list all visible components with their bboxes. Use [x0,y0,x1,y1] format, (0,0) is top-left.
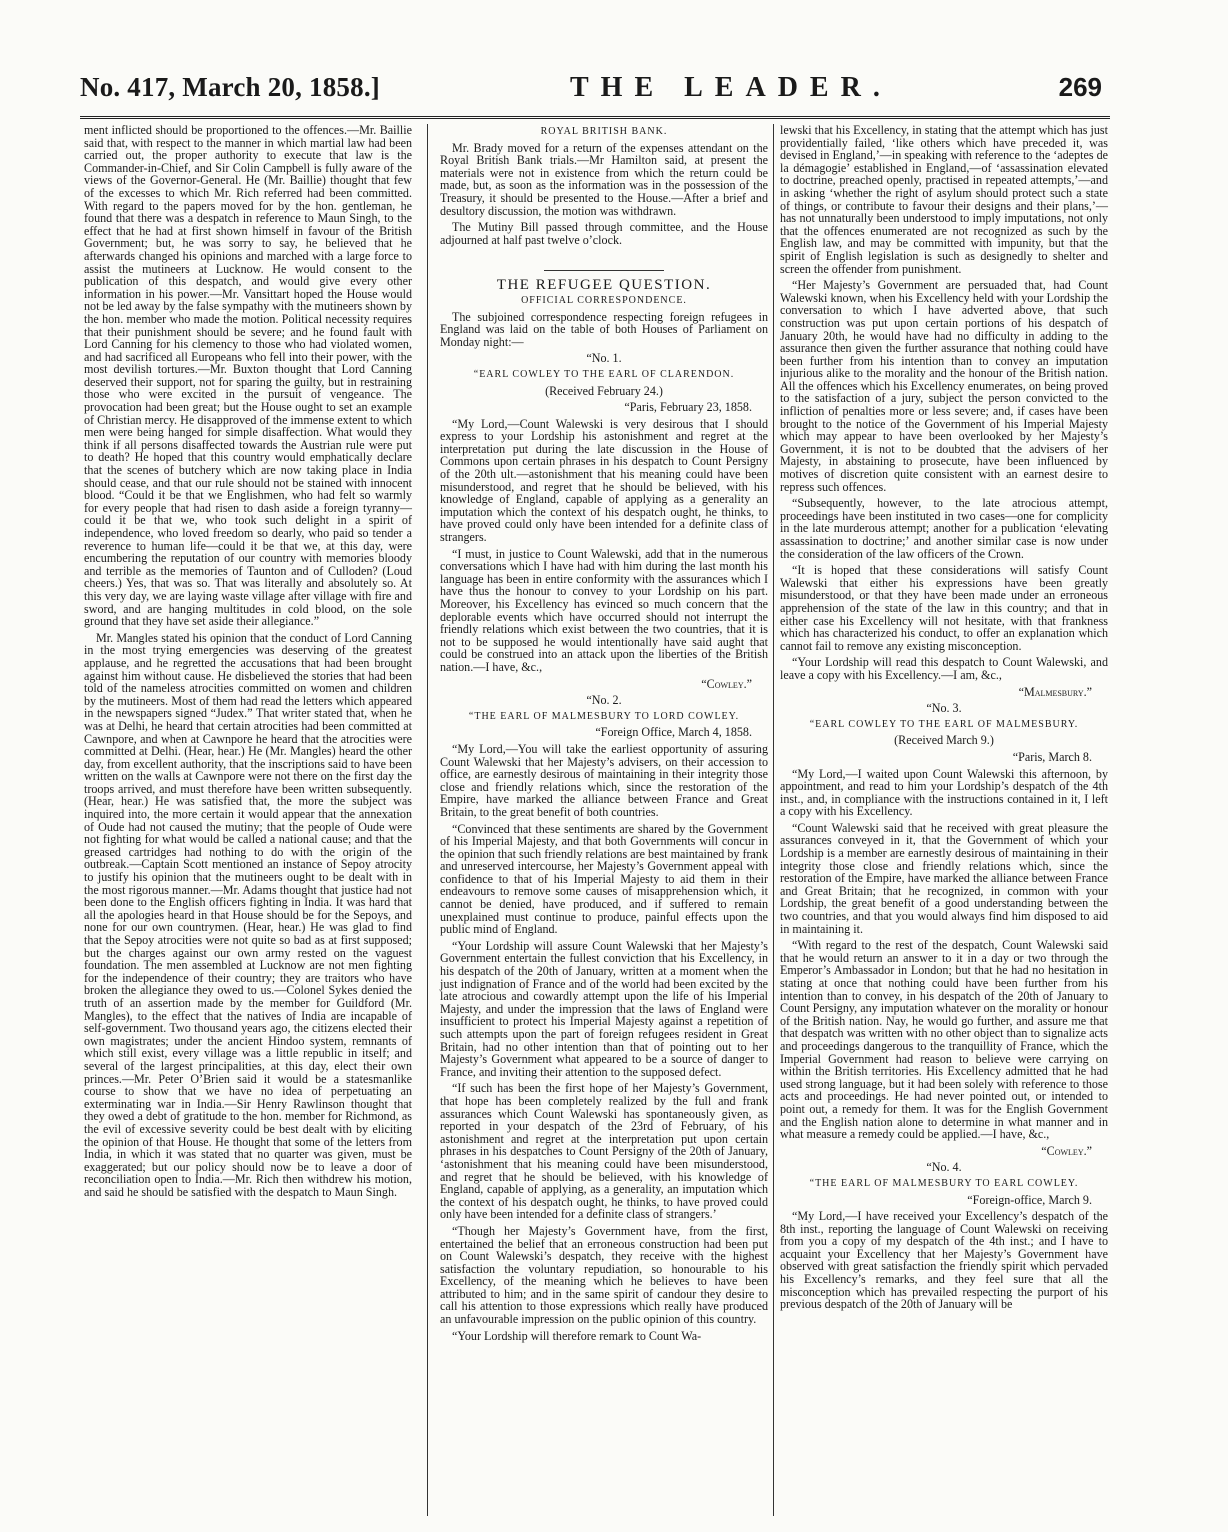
letter-dateline: “Foreign-office, March 9. [967,1192,1092,1207]
paragraph: “Though her Majesty’s Government have, from the first, entertained the belief that an erroneous construction had been put on Count Walewski’s despatch, they receive with the highest satisfaction the voluntary repudiation, so honourable to his Excellency, of the meaning which he believes to have been attributed to him; and in the same spirit of candour they desire to call his attention to those expressions which really have produced an unfavourable impression on the public opinion of this country. [440,1223,768,1327]
column-3 [780,124,1108,1315]
letter-number: “No. 3. [926,701,962,716]
paragraph: “Subsequently, however, to the late atrocious attempt, proceedings have been instituted in two cases—one for complicity in the late murderous attempt; another for a publication ‘elevating assassination to doctrine;’ and another similar case is now under the consideration of the law officers of the Crown. [780,496,1108,561]
section-divider [544,270,664,271]
letter-dateline: “Paris, March 8. [1012,749,1092,764]
paragraph: Mr. Mangles stated his opinion that the conduct of Lord Canning in the most trying emergencies was deserving of the greatest applause, and he regretted the accusations that had been brought against him without cause. He disbelieved the stories that had been told of the nameless atrocities committed on women and children by the mutineers. Most of them had read the letters which appeared in the newspapers signed “Judex.” That writer stated that, when he was at Delhi, he heard that certain atrocities had been committed at Cawnpore, and when at Cawnpore he heard that the atrocities were committed at Delhi. (Hear, hear.) He (Mr. Mangles) heard the other day, from excellent authority, that the inscriptions said to have been written on the walls at Cawnpore were not there on the first day the troops arrived, and must therefore have been written subsequently. (Hear, hear.) He was satisfied that, the more the subject was inquired into, the more certain it would appear that the annexation of Oude had not caused the mutiny; that the people of Oude were not fighting for what would be called a national cause; and that the greased cartridges had nothing to do with the origin of the outbreak.—Captain Scott mentioned an instance of Sepoy atrocity to justify his opinion that the mutineers ought to be dealt with in the most rigorous manner.—Mr. Adams thought that justice had not been done to the English officers fighting in India. It was hard that all the apologies heard in that House should be for the Sepoys, and none for our own countrymen. (Hear, hear.) He was glad to find that the Sepoy atrocities were not quite so bad as at first supposed; but the charges against our own army rested on the vaguest foundation. The men assembled at Lucknow are not men fighting for the independence of their country; they are traitors who have broken the allegiance they owed to us.—Colonel Sykes denied the truth of an assertion made by the member for Guildford (Mr. Mangles), to the effect that the natives of India are incapable of self-government. Two thousand years ago, the citizens elected their own magistrates; under the ancient Hindoo system, remnants of which still exist, every village was a little republic in itself; and several of the largest principalities, at this day, elect their own princes.—Mr. Peter O’Brien said it would be a statesmanlike course to show that we have no idea of perpetuating an exterminating war in India.—Sir Henry Rawlinson thought that they owed a debt of gratitude to the hon. member for Richmond, as the evil of excessive severity could be best dealt with by eliciting the opinion of that House. He thought that some of the letters from India, in which it was stated that no quarter was given, must be exaggerated; but our policy should now be to leave a door of reconciliation open to India.—Mr. Rich then withdrew his motion, and said he should be satisfied with the despatch to Maun Singh. [84,630,412,1199]
paragraph: The Mutiny Bill passed through committee, and the House adjourned at half past twelve o’clock. [440,220,768,247]
received-date: (Received March 9.) [894,733,994,748]
column-2 [440,124,768,1346]
column-divider [773,124,774,1516]
letter-number: “No. 2. [586,693,622,708]
letter-number: “No. 4. [926,1160,962,1175]
paragraph: “Her Majesty’s Government are persuaded that, had Count Walewski known, when his Excellency held with your Lordship the conversation to which I have adverted above, that such construction was put upon certain portions of his despatch of January 20th, he would have had no difficulty in adding to the assurance then given the further assurance that nothing could have been further from his intention than to convey an imputation injurious alike to the morality and the honour of the British nation. All the offences which his Excellency enumerates, on being proved to the satisfaction of a jury, subject the person convicted to the infliction of penalties more or less severe; and, if cases have been brought to the notice of the Government of his Imperial Majesty which may appear to have been overlooked by her Majesty’s Government, it is not to be doubted that the advisers of her Majesty, in abstaining to prosecute, have been influenced by motives of discretion quite consistent with an earnest desire to repress such offences. [780,278,1108,494]
paragraph: “Count Walewski said that he received with great pleasure the assurances conveyed in it, that the Government of which your Lordship is a member are earnestly desirous of maintaining in their integrity those close and friendly relations which, since the restoration of the Empire, have marked the alliance between France and Great Britain; that he recognized, in common with your Lordship, the great benefit of a good understanding between the two countries, and that you would always find him disposed to aid in maintaining it. [780,820,1108,936]
section-heading-refugee-question: THE REFUGEE QUESTION. [496,277,712,294]
signature: “Cowley.” [1041,1143,1092,1158]
paragraph: “Your Lordship will assure Count Walewski that her Majesty’s Government entertain the fullest conviction that his Excellency, in his despatch of the 20th of January, written at a moment when the just indignation of France and of the world had been excited by the late atrocious and cowardly attempt upon the life of his Imperial Majesty, and under the impression that the laws of England were insufficient to protect his Imperial Majesty against a repetition of such attempts upon the part of foreign refugees resident in Great Britain, had no other intention than that of pointing out to her Majesty’s Government what appeared to be a source of danger to France, and inviting their attention to the supposed defect. [440,938,768,1079]
page-header [80,68,1110,119]
letter-heading: “THE EARL OF MALMESBURY TO EARL COWLEY. [809,1177,1079,1189]
paragraph: “It is hoped that these considerations will satisfy Count Walewski that either his expressions have been greatly misunderstood, or that they have been made under an erroneous apprehension of the state of the law in this country; and that in either case his Excellency will not hesitate, with that frankness which has characterized his conduct, to offer an explanation which cannot fail to remove any existing misconception. [780,563,1108,653]
paragraph: “Your Lordship will therefore remark to Count Wa- [452,1328,702,1343]
paragraph: “My Lord,—I have received your Excellency’s despatch of the 8th inst., reporting the language of Count Walewski on receiving from you a copy of my despatch of the 4th inst.; and I have to acquaint your Excellency that her Majesty’s Government have observed with great satisfaction the friendly spirit which pervaded his Excellency’s remarks, and they feel sure that all the misconception which has prevailed respecting the purport of his previous despatch of the 20th of January will be [780,1209,1108,1312]
paragraph: “My Lord,—I waited upon Count Walewski this afternoon, by appointment, and read to him your Lordship’s despatch of the 4th inst., and, in compliance with the instructions contained in it, I left a copy with his Excellency. [780,766,1108,819]
letter-heading: “EARL COWLEY TO THE EARL OF CLARENDON. [473,368,735,380]
paragraph: “Your Lordship will read this despatch to Count Walewski, and leave a copy with his Excellency.—I am, &c., [780,655,1108,682]
paragraph: “I must, in justice to Count Walewski, add that in the numerous conversations which I have had with him during the last month his language has been in entire conformity with the assurances which I have thus the honour to convey to your Lordship on his part. Moreover, his Excellency has evinced so much concern that the deplorable events which have occurred should not interrupt the friendly relations which exist between the two countries, that it is not to be supposed he would intentionally have said aught that could be construed into an attack upon the liberties of the British nation.—I have, &c., [440,546,768,674]
column-divider [427,124,428,1516]
letter-heading: “THE EARL OF MALMESBURY TO LORD COWLEY. [468,710,740,722]
letter-dateline: “Paris, February 23, 1858. [624,400,752,415]
letter-heading: “EARL COWLEY TO THE EARL OF MALMESBURY. [809,718,1079,730]
received-date: (Received February 24.) [545,383,663,398]
letter-number: “No. 1. [586,351,622,366]
signature: “Malmesbury.” [1018,684,1092,699]
paragraph: lewski that his Excellency, in stating that the attempt which has just providentially failed, ‘like others which have preceded it, was devised in England,’—in speaking with reference to the ‘adeptes de la démagogie’ established in England,—of ‘assassination elevated to doctrine, preached openly, practised in repeated attempts,’—and in asking ‘whether the right of asylum should protect such a state of things, or contribute to favour their designs and their plans,’—has not unnaturally been understood to imply imputations, not only that the offences enumerated are not recognized as such by the English law, and may be committed with impunity, but that the spirit of English legislation is such as designedly to shelter and screen the offender from punishment. [780,123,1108,276]
paragraph: “My Lord,—You will take the earliest opportunity of assuring Count Walewski that her Majesty’s advisers, on their accession to office, are earnestly desirous of maintaining in their integrity those close and friendly relations which, since the restoration of the Empire, have marked the alliance between France and Great Britain, to the great benefit of both countries. [440,741,768,819]
page-number: 269 [1058,72,1102,102]
masthead-title: THE LEADER. [570,72,892,103]
paragraph: Mr. Brady moved for a return of the expenses attendant on the Royal British Bank trials.—Mr Hamilton said, at present the materials were not in existence from which the return could be made, but, as soon as the information was in the possession of the Treasury, it should be presented to the House.—After a brief and desultory discussion, the motion was withdrawn. [440,140,768,218]
paragraph: ment inflicted should be proportioned to the offences.—Mr. Baillie said that, with respect to the manner in which martial law had been carried out, the proper authority to execute that law is the Commander-in-Chief, and Sir Colin Campbell is fully aware of the views of the Governor-General. He (Mr. Baillie) thought that few of the excesses to which Mr. Rich referred had been committed. With regard to the papers moved for by the hon. gentleman, he found that there was a despatch in reference to Maun Singh, to the effect that he had at first shown himself in favour of the British Government; but, he was sorry to say, he believed that he afterwards changed his opinions and marched with a large force to assist the mutineers at Lucknow. He would consent to the publication of this despatch, and would give every other information in his power.—Mr. Vansittart hoped the House would not be led away by the false sympathy with the mutineers shown by the hon. member who made the motion. Political necessity requires that their punishment should be severe; and he found fault with Lord Canning for his clemency to those who had violated women, and had sacrificed all Europeans who fell into their power, with the most devilish tortures.—Mr. Buxton thought that Lord Canning deserved their support, not for sparing the guilty, but in restraining those who were excited in the pursuit of vengeance. The provocation had been great; but the House ought to set an example of Christian mercy. He disapproved of the immense extent to which men were being hanged for simple disaffection. What would they think if all persons disaffected towards the Austrian rule were put to death? He hoped that this country would emphatically declare that the scenes of butchery which are now taking place in India should cease, and that our rule should not be stained with innocent blood. “Could it be that we Englishmen, who had felt so warmly for every people that had risen to dash aside a foreign tyranny—could it be that we, who took such delight in a spirit of independence, who loved freedom so dearly, who paid so tender a reverence to human life—could it be that we, at this day, were encumbering the reputation of our country with memories bloody and terrible as the memories of Taunton and of Culloden? (Loud cheers.) Yes, that was so. That was literally and absolutely so. At this very day, we are laying waste village after village with fire and sword, and are hanging multitudes in cold blood, on the sole ground that they have set aside their allegiance.” [84,123,412,629]
paragraph: “If such has been the first hope of her Majesty’s Government, that hope has been completely realized by the full and frank assurances which Count Walewski has spontaneously given, as reported in your despatch of the 23rd of February, of his astonishment and regret at the interpretation put upon certain phrases in his despatches to Count Persigny of the 20th of January, ‘astonishment that his meaning could have been misunderstood, and regret that he should be believed, with his knowledge of England, capable of applying, as a generality, an imputation which the context of his despatch ought, he thinks, to have proved could only have been intended for a definite class of strangers.’ [440,1081,768,1222]
paragraph: The subjoined correspondence respecting foreign refugees in England was laid on the table of both Houses of Parliament on Monday night:— [440,309,768,349]
letter-dateline: “Foreign Office, March 4, 1858. [595,725,752,740]
issue-date: No. 417, March 20, 1858.] [80,72,380,102]
paragraph: “With regard to the rest of the despatch, Count Walewski said that he would return an answer to it in a day or two through the Emperor’s Ambassador in London; but that he had no hesitation in stating at once that nothing could have been further from his intention than to convey, in his despatch of the 20th of January to Count Persigny, any imputation whatever on the morality or honour of the British nation. Nay, he would go further, and assure me that that despatch was written with no other object than to signalize acts and proceedings dangerous to the tranquillity of France, which the Imperial Government had reason to believe were carrying on within the British territories. His Excellency admitted that he had used strong language, but it had been solely with reference to those acts and proceedings. He had never pointed out, or intended to point out, a remedy for them. It was for the English Government and the English nation alone to determine in what manner and in what measure a remedy could be applied.—I have, &c., [780,938,1108,1142]
subheading-official-correspondence: OFFICIAL CORRESPONDENCE. [521,294,687,306]
paragraph: “Convinced that these sentiments are shared by the Government of his Imperial Majesty, and that both Governments will concur in the opinion that such friendly relations are best maintained by frank and unreserved intercourse, her Majesty’s Government appeal with confidence to that of his Imperial Majesty to aid them in their endeavours to remove some causes of misapprehension which, it cannot be denied, have produced, and if suffered to remain unexplained must continue to produce, painful effects upon the public mind of England. [440,821,768,937]
column-1 [84,124,412,1202]
signature: “Cowley.” [701,676,752,691]
section-heading-royal-british-bank: ROYAL BRITISH BANK. [540,126,668,137]
paragraph: “My Lord,—Count Walewski is very desirous that I should express to your Lordship his astonishment and regret at the interpretation put during the late discussion in the House of Commons upon certain phrases in his despatch to Count Persigny of the 20th ult.—astonishment that his meaning could have been misunderstood, and regret that he should be believed, with his knowledge of England, capable of applying as a generality an imputation which the context of his despatch ought, he thinks, to have proved could only have been intended for a definite class of strangers. [440,416,768,545]
